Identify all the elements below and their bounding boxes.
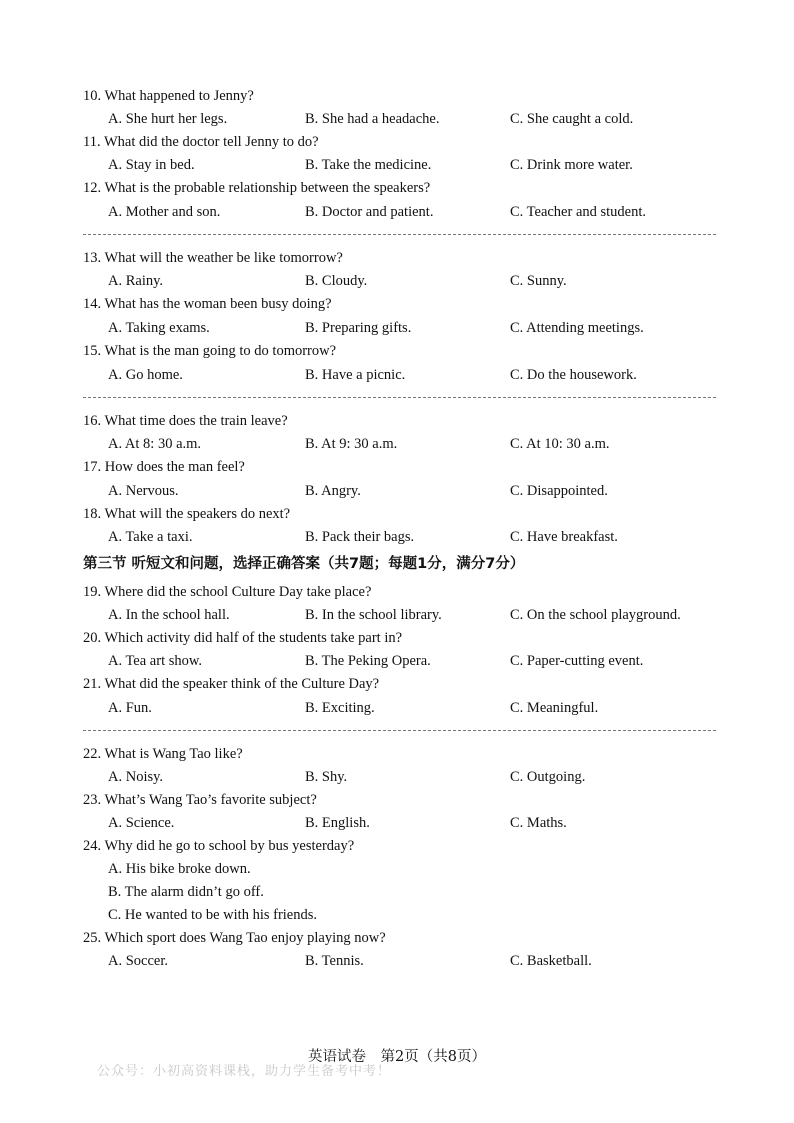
option-c: C. Sunny.: [510, 273, 567, 289]
section-divider: [83, 397, 716, 398]
question-text: 21. What did the speaker think of the Culture Day?: [83, 676, 380, 692]
question-text: 10. What happened to Jenny?: [83, 88, 254, 104]
option-c: C. Drink more water.: [510, 157, 633, 173]
page-footer: 英语试卷 第2页（共8页）: [308, 1049, 486, 1065]
option-a: A. Stay in bed.: [108, 157, 195, 173]
question-text: 23. What’s Wang Tao’s favorite subject?: [83, 792, 317, 808]
option-a: A. She hurt her legs.: [108, 111, 228, 127]
option-c: C. Maths.: [510, 815, 567, 831]
option-c: C. Do the housework.: [510, 367, 637, 383]
option-a: A. At 8: 30 a.m.: [108, 436, 202, 452]
option-b: B. At 9: 30 a.m.: [305, 436, 398, 452]
option-a: A. Taking exams.: [108, 320, 210, 336]
option-a: A. Fun.: [108, 700, 152, 716]
option-a: A. Rainy.: [108, 273, 164, 289]
option-b: B. In the school library.: [305, 607, 442, 623]
option-c: C. Meaningful.: [510, 700, 599, 716]
option-a: A. Nervous.: [108, 483, 179, 499]
question-text: 12. What is the probable relationship between the speakers?: [83, 180, 431, 196]
option-b: B. The Peking Opera.: [305, 653, 431, 669]
option-b: B. English.: [305, 815, 370, 831]
option-c: C. Have breakfast.: [510, 529, 618, 545]
option-a: A. His bike broke down.: [108, 861, 251, 877]
question-text: 16. What time does the train leave?: [83, 413, 288, 429]
option-c: C. Teacher and student.: [510, 204, 647, 220]
question-text: 11. What did the doctor tell Jenny to do?: [83, 134, 319, 150]
question-text: 13. What will the weather be like tomorrow?: [83, 250, 343, 266]
question-text: 18. What will the speakers do next?: [83, 506, 291, 522]
option-c: C. At 10: 30 a.m.: [510, 436, 610, 452]
question-text: 14. What has the woman been busy doing?: [83, 296, 332, 312]
option-c: C. Outgoing.: [510, 769, 586, 785]
option-a: A. Mother and son.: [108, 204, 221, 220]
option-b: B. Have a picnic.: [305, 367, 406, 383]
question-text: 15. What is the man going to do tomorrow?: [83, 343, 337, 359]
option-c: C. He wanted to be with his friends.: [108, 907, 318, 923]
section-divider: [83, 730, 716, 731]
option-b: B. Pack their bags.: [305, 529, 415, 545]
option-c: C. Attending meetings.: [510, 320, 644, 336]
question-text: 17. How does the man feel?: [83, 459, 245, 475]
watermark: 公众号：小初高资料课栈，助力学生备考中考！: [97, 1064, 392, 1079]
option-c: C. Paper-cutting event.: [510, 653, 644, 669]
option-b: B. Shy.: [305, 769, 348, 785]
option-c: C. On the school playground.: [510, 607, 681, 623]
option-c: C. She caught a cold.: [510, 111, 634, 127]
option-a: A. Go home.: [108, 367, 183, 383]
option-c: C. Disappointed.: [510, 483, 608, 499]
option-a: A. Take a taxi.: [108, 529, 193, 545]
section-divider: [83, 234, 716, 235]
question-text: 19. Where did the school Culture Day take place?: [83, 584, 372, 600]
option-b: B. Preparing gifts.: [305, 320, 412, 336]
question-text: 25. Which sport does Wang Tao enjoy playing now?: [83, 930, 386, 946]
option-b: B. Cloudy.: [305, 273, 368, 289]
section-heading: 第三节 听短文和问题，选择正确答案（共7题；每题1分，满分7分）: [83, 556, 525, 572]
option-a: A. Soccer.: [108, 953, 168, 969]
question-text: 20. Which activity did half of the students take part in?: [83, 630, 403, 646]
question-text: 22. What is Wang Tao like?: [83, 746, 243, 762]
option-b: B. The alarm didn’t go off.: [108, 884, 264, 900]
option-a: A. Science.: [108, 815, 175, 831]
option-b: B. She had a headache.: [305, 111, 440, 127]
option-b: B. Angry.: [305, 483, 361, 499]
option-b: B. Exciting.: [305, 700, 375, 716]
option-c: C. Basketball.: [510, 953, 592, 969]
question-text: 24. Why did he go to school by bus yesterday?: [83, 838, 355, 854]
option-b: B. Doctor and patient.: [305, 204, 434, 220]
option-a: A. In the school hall.: [108, 607, 230, 623]
option-a: A. Tea art show.: [108, 653, 203, 669]
option-a: A. Noisy.: [108, 769, 164, 785]
option-b: B. Tennis.: [305, 953, 364, 969]
option-b: B. Take the medicine.: [305, 157, 432, 173]
